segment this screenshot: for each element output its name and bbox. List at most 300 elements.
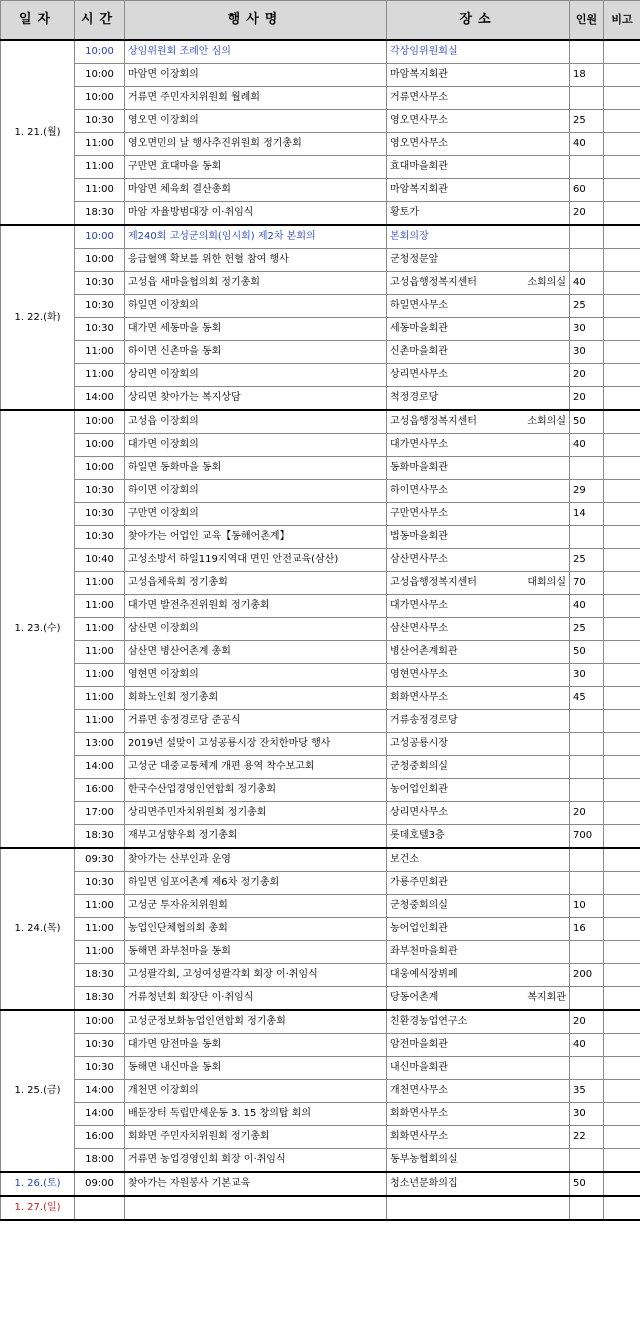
table-row <box>1 964 640 987</box>
table-row <box>1 1010 640 1034</box>
time-cell: 10:30 <box>75 1057 125 1080</box>
time-cell: 14:00 <box>75 387 125 411</box>
attendees-cell: 700 <box>570 825 604 849</box>
remarks-cell <box>604 825 640 849</box>
remarks-cell <box>604 1196 640 1220</box>
place-cell: 거류송정경로당 <box>387 710 570 733</box>
event-cell: 영오면민의 날 행사추진위원회 정기총회 <box>125 133 387 156</box>
date-cell: 1. 22.(화) <box>1 225 75 410</box>
attendees-cell <box>570 848 604 872</box>
time-cell: 10:30 <box>75 872 125 895</box>
place-cell: 척정경로당 <box>387 387 570 411</box>
attendees-cell: 29 <box>570 480 604 503</box>
table-row <box>1 40 640 64</box>
place-cell: 고성공룡시장 <box>387 733 570 756</box>
event-cell: 고성군 대중교통체계 개편 용역 착수보고회 <box>125 756 387 779</box>
header-date: 일자 <box>1 1 75 41</box>
table-row <box>1 1057 640 1080</box>
table-row <box>1 387 640 411</box>
remarks-cell <box>604 987 640 1011</box>
attendees-cell <box>570 526 604 549</box>
remarks-cell <box>604 687 640 710</box>
time-cell: 11:00 <box>75 618 125 641</box>
place-cell: 삼산면사무소 <box>387 549 570 572</box>
attendees-cell <box>570 1196 604 1220</box>
remarks-cell <box>604 1172 640 1196</box>
table-row <box>1 1034 640 1057</box>
header-place: 장소 <box>387 1 570 41</box>
attendees-cell: 40 <box>570 1034 604 1057</box>
table-row <box>1 987 640 1011</box>
day-group <box>1 40 640 225</box>
remarks-cell <box>604 457 640 480</box>
table-row <box>1 526 640 549</box>
remarks-cell <box>604 364 640 387</box>
event-cell: 구만면 효대마을 동회 <box>125 156 387 179</box>
time-cell: 10:00 <box>75 87 125 110</box>
place-cell: 친환경농업연구소 <box>387 1010 570 1034</box>
attendees-cell <box>570 710 604 733</box>
attendees-cell <box>570 987 604 1011</box>
attendees-cell: 60 <box>570 179 604 202</box>
time-cell: 10:00 <box>75 64 125 87</box>
attendees-cell: 20 <box>570 364 604 387</box>
remarks-cell <box>604 410 640 434</box>
table-row <box>1 941 640 964</box>
event-cell: 삼산면 병산어촌계 총회 <box>125 641 387 664</box>
event-cell: 고성읍 이장회의 <box>125 410 387 434</box>
time-cell: 14:00 <box>75 1080 125 1103</box>
place-cell: 병산어촌계회관 <box>387 641 570 664</box>
event-cell: 2019년 설맞이 고성공룡시장 잔치한마당 행사 <box>125 733 387 756</box>
event-cell: 거류면 송정경로당 준공식 <box>125 710 387 733</box>
remarks-cell <box>604 526 640 549</box>
table-row <box>1 480 640 503</box>
table-row <box>1 641 640 664</box>
table-row <box>1 249 640 272</box>
place-cell: 개천면사무소 <box>387 1080 570 1103</box>
attendees-cell: 20 <box>570 802 604 825</box>
table-row <box>1 64 640 87</box>
attendees-cell: 30 <box>570 341 604 364</box>
event-cell: 거류면 주민자치위원회 월례회 <box>125 87 387 110</box>
table-row <box>1 825 640 849</box>
event-cell: 고성군 투자유치위원회 <box>125 895 387 918</box>
place-cell: 보건소 <box>387 848 570 872</box>
attendees-cell <box>570 733 604 756</box>
place-cell: 동화마을회관 <box>387 457 570 480</box>
remarks-cell <box>604 110 640 133</box>
remarks-cell <box>604 1034 640 1057</box>
remarks-cell <box>604 480 640 503</box>
remarks-cell <box>604 1149 640 1173</box>
remarks-cell <box>604 295 640 318</box>
table-row <box>1 756 640 779</box>
attendees-cell: 50 <box>570 641 604 664</box>
event-cell: 하일면 이장회의 <box>125 295 387 318</box>
place-cell: 내신마을회관 <box>387 1057 570 1080</box>
event-cell: 대가면 세동마을 동회 <box>125 318 387 341</box>
table-row <box>1 457 640 480</box>
place-cell: 고성읍행정복지센터 대회의실 <box>387 572 570 595</box>
remarks-cell <box>604 710 640 733</box>
table-row <box>1 1149 640 1173</box>
time-cell: 11:00 <box>75 641 125 664</box>
attendees-cell <box>570 225 604 249</box>
table-row <box>1 918 640 941</box>
event-cell: 상리면주민자치위원회 정기총회 <box>125 802 387 825</box>
time-cell: 14:00 <box>75 756 125 779</box>
date-cell: 1. 25.(금) <box>1 1010 75 1172</box>
place-cell: 회화면사무소 <box>387 1126 570 1149</box>
time-cell: 10:00 <box>75 1010 125 1034</box>
attendees-cell: 40 <box>570 434 604 457</box>
attendees-cell: 25 <box>570 549 604 572</box>
remarks-cell <box>604 848 640 872</box>
attendees-cell <box>570 941 604 964</box>
time-cell: 10:30 <box>75 1034 125 1057</box>
remarks-cell <box>604 964 640 987</box>
attendees-cell: 40 <box>570 133 604 156</box>
table-row <box>1 1080 640 1103</box>
time-cell: 10:30 <box>75 110 125 133</box>
table-row <box>1 202 640 226</box>
event-cell: 배둔장터 독립만세운동 3. 15 창의탑 회의 <box>125 1103 387 1126</box>
day-group <box>1 1172 640 1196</box>
attendees-cell <box>570 40 604 64</box>
remarks-cell <box>604 272 640 295</box>
event-cell: 하일면 동화마을 동회 <box>125 457 387 480</box>
table-row <box>1 503 640 526</box>
time-cell: 11:00 <box>75 710 125 733</box>
place-cell: 암전마을회관 <box>387 1034 570 1057</box>
table-row <box>1 687 640 710</box>
place-cell: 당동어촌계 복지회관 <box>387 987 570 1011</box>
attendees-cell: 30 <box>570 664 604 687</box>
attendees-cell: 20 <box>570 202 604 226</box>
place-cell: 상리면사무소 <box>387 802 570 825</box>
attendees-cell: 25 <box>570 295 604 318</box>
day-group <box>1 410 640 848</box>
place-cell: 청소년문화의집 <box>387 1172 570 1196</box>
remarks-cell <box>604 87 640 110</box>
event-cell: 고성읍체육회 정기총회 <box>125 572 387 595</box>
time-cell: 10:30 <box>75 526 125 549</box>
remarks-cell <box>604 503 640 526</box>
place-cell: 각상임위원회실 <box>387 40 570 64</box>
time-cell: 10:00 <box>75 249 125 272</box>
remarks-cell <box>604 802 640 825</box>
attendees-cell: 10 <box>570 895 604 918</box>
remarks-cell <box>604 40 640 64</box>
header-attendees: 인원 <box>570 1 604 41</box>
place-cell: 영현면사무소 <box>387 664 570 687</box>
table-row <box>1 1126 640 1149</box>
attendees-cell <box>570 872 604 895</box>
place-cell: 좌부천마을회관 <box>387 941 570 964</box>
event-cell: 한국수산업경영인연합회 정기총회 <box>125 779 387 802</box>
place-cell: 효대마을회관 <box>387 156 570 179</box>
place-cell: 삼산면사무소 <box>387 618 570 641</box>
table-row <box>1 618 640 641</box>
attendees-cell: 30 <box>570 318 604 341</box>
time-cell: 10:30 <box>75 503 125 526</box>
attendees-cell <box>570 249 604 272</box>
event-cell: 대가면 발전추진위원회 정기총회 <box>125 595 387 618</box>
time-cell: 10:00 <box>75 40 125 64</box>
attendees-cell: 200 <box>570 964 604 987</box>
attendees-cell: 35 <box>570 1080 604 1103</box>
time-cell: 10:30 <box>75 295 125 318</box>
place-cell: 롯데호텔3층 <box>387 825 570 849</box>
time-cell: 18:30 <box>75 964 125 987</box>
attendees-cell <box>570 1149 604 1173</box>
event-cell: 거류면 농업경영인회 회장 이·취임식 <box>125 1149 387 1173</box>
event-cell: 찾아가는 어업인 교육【동해어촌계】 <box>125 526 387 549</box>
remarks-cell <box>604 1126 640 1149</box>
remarks-cell <box>604 202 640 226</box>
header-time: 시간 <box>75 1 125 41</box>
table-row <box>1 595 640 618</box>
day-group <box>1 1010 640 1172</box>
attendees-cell: 50 <box>570 410 604 434</box>
time-cell: 18:30 <box>75 987 125 1011</box>
table-row <box>1 664 640 687</box>
event-cell: 대가면 암전마을 동회 <box>125 1034 387 1057</box>
place-cell: 영오면사무소 <box>387 110 570 133</box>
time-cell: 11:00 <box>75 918 125 941</box>
remarks-cell <box>604 664 640 687</box>
remarks-cell <box>604 318 640 341</box>
place-cell: 고성읍행정복지센터 소회의실 <box>387 272 570 295</box>
remarks-cell <box>604 941 640 964</box>
remarks-cell <box>604 387 640 411</box>
remarks-cell <box>604 895 640 918</box>
time-cell: 11:00 <box>75 687 125 710</box>
event-cell: 고성군정보화농업인연합회 정기총회 <box>125 1010 387 1034</box>
remarks-cell <box>604 918 640 941</box>
table-row <box>1 133 640 156</box>
remarks-cell <box>604 756 640 779</box>
place-cell: 군청중회의실 <box>387 895 570 918</box>
event-cell: 회화노인회 정기총회 <box>125 687 387 710</box>
time-cell: 14:00 <box>75 1103 125 1126</box>
place-cell: 하이면사무소 <box>387 480 570 503</box>
time-cell: 11:00 <box>75 664 125 687</box>
time-cell: 16:00 <box>75 1126 125 1149</box>
remarks-cell <box>604 1080 640 1103</box>
attendees-cell <box>570 87 604 110</box>
table-header <box>1 1 640 41</box>
time-cell: 11:00 <box>75 156 125 179</box>
header-remarks: 비고 <box>604 1 640 41</box>
table-row <box>1 1103 640 1126</box>
date-cell: 1. 26.(토) <box>1 1172 75 1196</box>
time-cell: 09:00 <box>75 1172 125 1196</box>
table-row <box>1 341 640 364</box>
time-cell: 10:30 <box>75 318 125 341</box>
table-row <box>1 110 640 133</box>
place-cell: 구만면사무소 <box>387 503 570 526</box>
remarks-cell <box>604 1057 640 1080</box>
remarks-cell <box>604 733 640 756</box>
place-cell: 세동마을회관 <box>387 318 570 341</box>
date-cell: 1. 21.(월) <box>1 40 75 225</box>
table-row <box>1 410 640 434</box>
remarks-cell <box>604 133 640 156</box>
time-cell: 10:00 <box>75 225 125 249</box>
time-cell: 10:00 <box>75 410 125 434</box>
attendees-cell <box>570 1057 604 1080</box>
event-cell: 하이면 신촌마을 동회 <box>125 341 387 364</box>
place-cell: 영오면사무소 <box>387 133 570 156</box>
place-cell: 마암복지회관 <box>387 64 570 87</box>
remarks-cell <box>604 595 640 618</box>
remarks-cell <box>604 779 640 802</box>
event-cell: 영오면 이장회의 <box>125 110 387 133</box>
place-cell <box>387 1196 570 1220</box>
remarks-cell <box>604 1010 640 1034</box>
event-cell: 거류청년회 회장단 이·취임식 <box>125 987 387 1011</box>
time-cell: 11:00 <box>75 941 125 964</box>
time-cell: 10:40 <box>75 549 125 572</box>
event-cell: 구만면 이장회의 <box>125 503 387 526</box>
table-row <box>1 364 640 387</box>
place-cell: 거류면사무소 <box>387 87 570 110</box>
time-cell: 11:00 <box>75 595 125 618</box>
time-cell <box>75 1196 125 1220</box>
attendees-cell: 25 <box>570 110 604 133</box>
attendees-cell: 16 <box>570 918 604 941</box>
attendees-cell: 20 <box>570 387 604 411</box>
place-cell: 농어업인회관 <box>387 779 570 802</box>
event-cell: 상임위원회 조례안 심의 <box>125 40 387 64</box>
place-cell: 신촌마을회관 <box>387 341 570 364</box>
remarks-cell <box>604 641 640 664</box>
event-cell: 상리면 찾아가는 복지상담 <box>125 387 387 411</box>
remarks-cell <box>604 434 640 457</box>
place-cell: 하일면사무소 <box>387 295 570 318</box>
time-cell: 11:00 <box>75 895 125 918</box>
event-cell: 하일면 임포어촌계 제6차 정기총회 <box>125 872 387 895</box>
table-row <box>1 779 640 802</box>
remarks-cell <box>604 872 640 895</box>
date-cell: 1. 24.(목) <box>1 848 75 1010</box>
time-cell: 18:00 <box>75 1149 125 1173</box>
table-row <box>1 872 640 895</box>
remarks-cell <box>604 156 640 179</box>
table-row <box>1 895 640 918</box>
event-cell: 재부고성향우회 정기총회 <box>125 825 387 849</box>
remarks-cell <box>604 572 640 595</box>
time-cell: 17:00 <box>75 802 125 825</box>
place-cell: 군청중회의실 <box>387 756 570 779</box>
day-group <box>1 225 640 410</box>
event-cell: 마암면 이장회의 <box>125 64 387 87</box>
event-cell: 찾아가는 자원봉사 기본교육 <box>125 1172 387 1196</box>
attendees-cell <box>570 156 604 179</box>
remarks-cell <box>604 1103 640 1126</box>
time-cell: 10:00 <box>75 457 125 480</box>
remarks-cell <box>604 64 640 87</box>
event-cell: 제240회 고성군의회(임시회) 제2차 본회의 <box>125 225 387 249</box>
place-cell: 회화면사무소 <box>387 1103 570 1126</box>
table-row <box>1 1172 640 1196</box>
remarks-cell <box>604 549 640 572</box>
place-cell: 고성읍행정복지센터 소회의실 <box>387 410 570 434</box>
time-cell: 18:30 <box>75 202 125 226</box>
time-cell: 13:00 <box>75 733 125 756</box>
table-row <box>1 802 640 825</box>
time-cell: 16:00 <box>75 779 125 802</box>
event-cell: 회화면 주민자치위원회 정기총회 <box>125 1126 387 1149</box>
table-row <box>1 710 640 733</box>
attendees-cell: 45 <box>570 687 604 710</box>
header-event: 행사명 <box>125 1 387 41</box>
table-row <box>1 225 640 249</box>
remarks-cell <box>604 341 640 364</box>
remarks-cell <box>604 618 640 641</box>
remarks-cell <box>604 225 640 249</box>
event-cell: 응급혈액 확보를 위한 헌혈 참여 행사 <box>125 249 387 272</box>
table-row <box>1 272 640 295</box>
attendees-cell: 18 <box>570 64 604 87</box>
place-cell: 대가면사무소 <box>387 595 570 618</box>
attendees-cell <box>570 779 604 802</box>
attendees-cell: 40 <box>570 272 604 295</box>
place-cell: 대가면사무소 <box>387 434 570 457</box>
table-row <box>1 572 640 595</box>
event-cell: 개천면 이장회의 <box>125 1080 387 1103</box>
event-cell: 농업인단체협의회 총회 <box>125 918 387 941</box>
place-cell: 본회의장 <box>387 225 570 249</box>
attendees-cell: 25 <box>570 618 604 641</box>
attendees-cell: 14 <box>570 503 604 526</box>
table-row <box>1 733 640 756</box>
attendees-cell: 70 <box>570 572 604 595</box>
attendees-cell <box>570 457 604 480</box>
place-cell: 동부농협회의실 <box>387 1149 570 1173</box>
event-cell: 동해면 좌부천마을 동회 <box>125 941 387 964</box>
table-row <box>1 434 640 457</box>
time-cell: 11:00 <box>75 341 125 364</box>
date-cell: 1. 23.(수) <box>1 410 75 848</box>
event-cell: 대가면 이장회의 <box>125 434 387 457</box>
day-group <box>1 848 640 1010</box>
attendees-cell: 40 <box>570 595 604 618</box>
place-cell: 가룡주민회관 <box>387 872 570 895</box>
attendees-cell: 22 <box>570 1126 604 1149</box>
date-cell: 1. 27.(일) <box>1 1196 75 1220</box>
table-row <box>1 318 640 341</box>
table-row <box>1 295 640 318</box>
event-cell: 하이면 이장회의 <box>125 480 387 503</box>
remarks-cell <box>604 249 640 272</box>
event-cell: 고성소방서 하일119지역대 면민 안전교육(삼산) <box>125 549 387 572</box>
attendees-cell: 30 <box>570 1103 604 1126</box>
place-cell: 대웅예식장뷔페 <box>387 964 570 987</box>
time-cell: 11:00 <box>75 572 125 595</box>
time-cell: 18:30 <box>75 825 125 849</box>
table-row <box>1 1196 640 1220</box>
event-cell: 고성읍 새마을협의회 정기총회 <box>125 272 387 295</box>
event-cell: 삼산면 이장회의 <box>125 618 387 641</box>
place-cell: 마암복지회관 <box>387 179 570 202</box>
attendees-cell <box>570 756 604 779</box>
event-cell: 찾아가는 산부인과 운영 <box>125 848 387 872</box>
attendees-cell: 50 <box>570 1172 604 1196</box>
place-cell: 법동마을회관 <box>387 526 570 549</box>
